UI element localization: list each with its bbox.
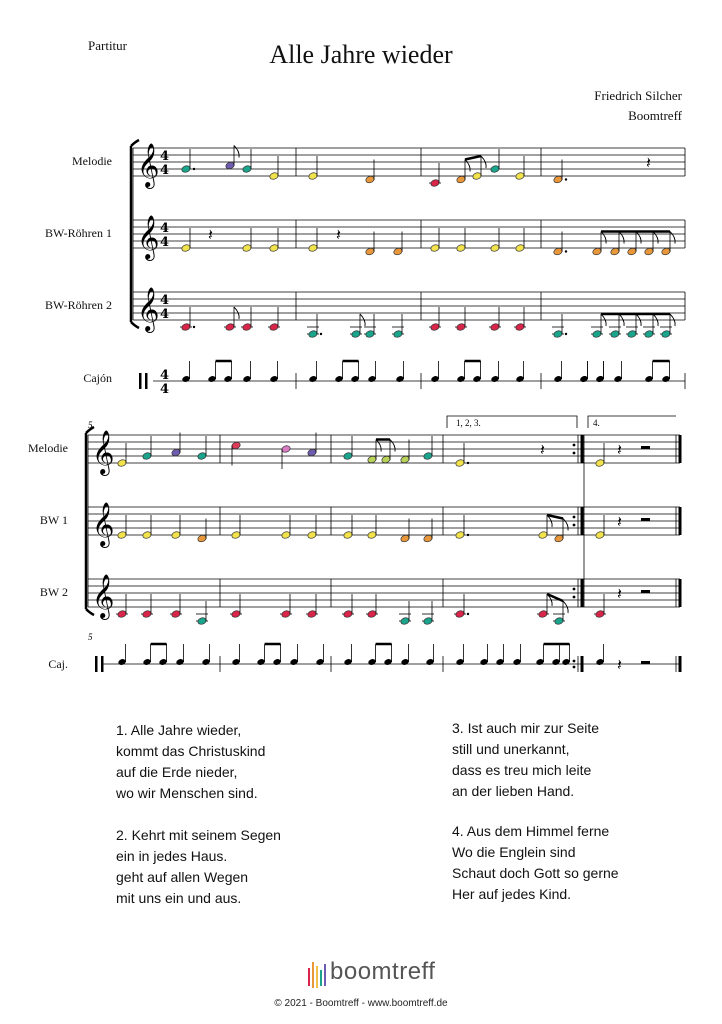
note-head bbox=[231, 441, 241, 450]
perc-note bbox=[495, 658, 504, 666]
note-head bbox=[595, 459, 605, 468]
lyric-line: auf die Erde nieder, bbox=[116, 764, 238, 780]
note-head bbox=[343, 452, 353, 461]
quarter-rest: 𝄽 bbox=[336, 225, 341, 244]
flag bbox=[601, 232, 606, 244]
lyric-line: ein in jedes Haus. bbox=[116, 848, 228, 864]
beam bbox=[465, 156, 481, 160]
logo-wordmark: boomtreff bbox=[330, 958, 436, 985]
note-head bbox=[197, 534, 207, 543]
lyric-line: wo wir Menschen sind. bbox=[116, 785, 258, 801]
quarter-rest: 𝄽 bbox=[646, 153, 651, 172]
note-head bbox=[308, 244, 318, 253]
note-head bbox=[171, 448, 181, 457]
half-rest bbox=[641, 518, 650, 521]
note-head bbox=[171, 610, 181, 619]
dot bbox=[193, 326, 195, 328]
dot bbox=[565, 333, 567, 335]
note-head bbox=[490, 323, 500, 332]
note-head bbox=[117, 610, 127, 619]
perc-note bbox=[117, 658, 126, 666]
lyric-line: Her auf jedes Kind. bbox=[452, 886, 572, 902]
perc-note bbox=[350, 375, 359, 383]
note-head bbox=[644, 247, 654, 256]
quarter-rest: 𝄽 bbox=[617, 440, 622, 459]
treble-clef: 𝄞 bbox=[92, 574, 115, 618]
dot bbox=[565, 250, 567, 252]
flag bbox=[376, 440, 381, 452]
quarter-rest: 𝄽 bbox=[617, 655, 622, 674]
note-head bbox=[197, 617, 207, 626]
perc-note bbox=[272, 658, 281, 666]
perc-note bbox=[343, 658, 352, 666]
note-head bbox=[367, 455, 377, 464]
perc-note bbox=[383, 658, 392, 666]
note-head bbox=[400, 617, 410, 626]
perc-note bbox=[207, 375, 216, 383]
half-rest bbox=[641, 446, 650, 449]
flag bbox=[390, 440, 395, 452]
note-head bbox=[553, 247, 563, 256]
note-head bbox=[269, 172, 279, 181]
note-head bbox=[393, 247, 403, 256]
perc-note bbox=[425, 658, 434, 666]
perc-note bbox=[455, 658, 464, 666]
note-head bbox=[456, 323, 466, 332]
note-head bbox=[400, 534, 410, 543]
note-head bbox=[307, 531, 317, 540]
repeat-dot bbox=[573, 452, 576, 455]
note-head bbox=[515, 172, 525, 181]
note-head bbox=[142, 452, 152, 461]
perc-note bbox=[315, 658, 324, 666]
time-signature: 4 bbox=[160, 368, 170, 383]
perc-note bbox=[551, 658, 560, 666]
perc-note bbox=[395, 375, 404, 383]
perc-note bbox=[201, 658, 210, 666]
lyric-line: still und unerkannt, bbox=[452, 741, 570, 757]
repeat-dot bbox=[573, 660, 576, 663]
note-head bbox=[455, 459, 465, 468]
note-head bbox=[181, 323, 191, 332]
time-signature: 4 bbox=[160, 149, 170, 164]
half-rest bbox=[641, 661, 650, 664]
note-head bbox=[661, 247, 671, 256]
repeat-dot bbox=[573, 444, 576, 447]
repeat-dot bbox=[573, 588, 576, 591]
note-head bbox=[490, 165, 500, 174]
perc-note bbox=[181, 375, 190, 383]
note-head bbox=[554, 617, 564, 626]
note-head bbox=[515, 244, 525, 253]
flag bbox=[619, 232, 624, 244]
lyric-line: an der lieben Hand. bbox=[452, 783, 575, 799]
note-head bbox=[393, 330, 403, 339]
perc-note bbox=[595, 375, 604, 383]
perc-note bbox=[142, 658, 151, 666]
note-head bbox=[553, 175, 563, 184]
perc-note bbox=[367, 375, 376, 383]
perc-note bbox=[223, 375, 232, 383]
verse-2 bbox=[116, 825, 281, 909]
perc-note bbox=[400, 658, 409, 666]
lyric-line: 4. Aus dem Himmel ferne bbox=[452, 823, 610, 839]
lyric-line: 2. Kehrt mit seinem Segen bbox=[116, 827, 281, 843]
note-head bbox=[595, 610, 605, 619]
quarter-rest: 𝄽 bbox=[208, 225, 213, 244]
treble-clef: 𝄞 bbox=[137, 143, 160, 187]
note-head bbox=[231, 531, 241, 540]
note-head bbox=[281, 531, 291, 540]
note-head bbox=[225, 323, 235, 332]
note-head bbox=[381, 455, 391, 464]
perc-note bbox=[644, 375, 653, 383]
instrument-label-melodie-2: Melodie bbox=[28, 441, 68, 455]
note-head bbox=[472, 172, 482, 181]
note-head bbox=[661, 330, 671, 339]
percussion-clef bbox=[139, 373, 142, 389]
note-head bbox=[343, 531, 353, 540]
note-head bbox=[365, 175, 375, 184]
note-head bbox=[307, 448, 317, 457]
volta-1-label: 1, 2, 3. bbox=[456, 418, 481, 428]
quarter-rest: 𝄽 bbox=[617, 512, 622, 531]
lyric-line: 1. Alle Jahre wieder, bbox=[116, 722, 242, 738]
note-head bbox=[365, 330, 375, 339]
note-head bbox=[430, 179, 440, 188]
perc-note bbox=[334, 375, 343, 383]
note-head bbox=[400, 455, 410, 464]
treble-clef: 𝄞 bbox=[92, 430, 115, 474]
note-head bbox=[553, 330, 563, 339]
note-head bbox=[242, 244, 252, 253]
verse-3 bbox=[452, 718, 599, 802]
perc-note bbox=[175, 658, 184, 666]
note-head bbox=[367, 531, 377, 540]
dot bbox=[467, 613, 469, 615]
note-head bbox=[456, 244, 466, 253]
instrument-label-cajon: Cajón bbox=[83, 371, 112, 385]
note-head bbox=[490, 244, 500, 253]
perc-note bbox=[472, 375, 481, 383]
perc-note bbox=[553, 375, 562, 383]
time-signature: 4 bbox=[160, 307, 170, 322]
note-head bbox=[627, 247, 637, 256]
perc-note bbox=[269, 375, 278, 383]
flag bbox=[670, 232, 675, 244]
quarter-rest: 𝄽 bbox=[617, 584, 622, 603]
note-head bbox=[627, 330, 637, 339]
score-notation bbox=[86, 140, 685, 674]
measure-number-5-cajon: 5 bbox=[88, 632, 93, 642]
time-signature: 4 bbox=[160, 293, 170, 308]
note-head bbox=[117, 531, 127, 540]
volta-2-bracket bbox=[588, 416, 676, 428]
note-head bbox=[308, 172, 318, 181]
note-head bbox=[343, 610, 353, 619]
instrument-label-bw1: BW-Röhren 1 bbox=[45, 226, 112, 240]
repeat-dot bbox=[573, 516, 576, 519]
lyric-line: Schaut doch Gott so gerne bbox=[452, 865, 619, 881]
measure-number-5: 5 bbox=[88, 420, 93, 430]
perc-note bbox=[515, 375, 524, 383]
note-head bbox=[538, 610, 548, 619]
instrument-label-bw1-2: BW 1 bbox=[39, 513, 68, 527]
dot bbox=[467, 462, 469, 464]
note-head bbox=[538, 531, 548, 540]
note-head bbox=[592, 330, 602, 339]
treble-clef: 𝄞 bbox=[137, 215, 160, 259]
note-head bbox=[423, 534, 433, 543]
perc-note bbox=[490, 375, 499, 383]
time-signature: 4 bbox=[160, 235, 170, 250]
note-head bbox=[308, 330, 318, 339]
note-head bbox=[181, 165, 191, 174]
note-head bbox=[307, 610, 317, 619]
instrument-label-bw2-2: BW 2 bbox=[39, 585, 68, 599]
perc-note bbox=[479, 658, 488, 666]
note-head bbox=[242, 165, 252, 174]
perc-note bbox=[456, 375, 465, 383]
page-title: Alle Jahre wieder bbox=[269, 40, 453, 69]
lyric-line: 3. Ist auch mir zur Seite bbox=[452, 720, 600, 736]
percussion-clef bbox=[145, 373, 148, 389]
repeat-dot bbox=[573, 524, 576, 527]
note-head bbox=[142, 610, 152, 619]
score-label: Partitur bbox=[88, 38, 127, 53]
note-head bbox=[554, 534, 564, 543]
quarter-rest: 𝄽 bbox=[540, 440, 545, 459]
note-head bbox=[456, 175, 466, 184]
dot bbox=[320, 333, 322, 335]
flag bbox=[636, 232, 641, 244]
perc-note bbox=[595, 658, 604, 666]
perc-note bbox=[367, 658, 376, 666]
lyric-line: dass es treu mich leite bbox=[452, 762, 592, 778]
note-head bbox=[281, 445, 291, 454]
note-head bbox=[423, 452, 433, 461]
time-signature: 4 bbox=[160, 382, 170, 397]
note-head bbox=[365, 247, 375, 256]
instrument-label-cajon-2: Caj. bbox=[48, 657, 68, 671]
flag bbox=[653, 232, 658, 244]
repeat-dot bbox=[573, 596, 576, 599]
lyric-line: geht auf allen Wegen bbox=[116, 869, 249, 885]
perc-note bbox=[289, 658, 298, 666]
time-signature: 4 bbox=[160, 163, 170, 178]
flag bbox=[234, 146, 239, 158]
note-head bbox=[197, 452, 207, 461]
perc-note bbox=[661, 375, 670, 383]
verse-1 bbox=[116, 720, 265, 804]
note-head bbox=[117, 459, 127, 468]
half-rest bbox=[641, 590, 650, 593]
perc-note bbox=[231, 658, 240, 666]
note-head bbox=[423, 617, 433, 626]
note-head bbox=[181, 244, 191, 253]
dot bbox=[467, 534, 469, 536]
flag bbox=[465, 160, 470, 172]
note-head bbox=[269, 323, 279, 332]
perc-note bbox=[535, 658, 544, 666]
note-head bbox=[455, 610, 465, 619]
percussion-clef bbox=[95, 656, 98, 672]
footer-copyright: © 2021 - Boomtreff - www.boomtreff.de bbox=[274, 998, 448, 1009]
perc-note bbox=[430, 375, 439, 383]
note-head bbox=[351, 330, 361, 339]
flag bbox=[563, 519, 568, 531]
arranger: Boomtreff bbox=[628, 108, 682, 123]
note-head bbox=[455, 531, 465, 540]
perc-note bbox=[158, 658, 167, 666]
composer: Friedrich Silcher bbox=[594, 88, 682, 103]
perc-note bbox=[308, 375, 317, 383]
dot bbox=[193, 168, 195, 170]
note-head bbox=[242, 323, 252, 332]
note-head bbox=[595, 531, 605, 540]
note-head bbox=[515, 323, 525, 332]
note-head bbox=[430, 323, 440, 332]
repeat-dot bbox=[573, 666, 576, 669]
lyric-line: kommt das Christuskind bbox=[116, 743, 266, 759]
lyric-line: mit uns ein und aus. bbox=[116, 890, 242, 906]
perc-note bbox=[512, 658, 521, 666]
perc-note bbox=[242, 375, 251, 383]
note-head bbox=[430, 244, 440, 253]
note-head bbox=[269, 244, 279, 253]
dot bbox=[565, 178, 567, 180]
note-head bbox=[231, 610, 241, 619]
time-signature: 4 bbox=[160, 221, 170, 236]
perc-note bbox=[613, 375, 622, 383]
treble-clef: 𝄞 bbox=[92, 502, 115, 546]
perc-note bbox=[561, 658, 570, 666]
instrument-label-melodie: Melodie bbox=[72, 154, 112, 168]
note-head bbox=[610, 247, 620, 256]
perc-note bbox=[256, 658, 265, 666]
treble-clef: 𝄞 bbox=[137, 287, 160, 331]
note-head bbox=[225, 161, 235, 170]
note-head bbox=[592, 247, 602, 256]
note-head bbox=[644, 330, 654, 339]
instrument-label-bw2: BW-Röhren 2 bbox=[45, 298, 112, 312]
note-head bbox=[367, 610, 377, 619]
verse-4 bbox=[452, 821, 619, 905]
note-head bbox=[171, 531, 181, 540]
lyric-line: Wo die Englein sind bbox=[452, 844, 576, 860]
percussion-clef bbox=[101, 656, 104, 672]
note-head bbox=[281, 610, 291, 619]
note-head bbox=[142, 531, 152, 540]
note-head bbox=[610, 330, 620, 339]
perc-note bbox=[579, 375, 588, 383]
volta-2-label: 4. bbox=[593, 418, 600, 428]
